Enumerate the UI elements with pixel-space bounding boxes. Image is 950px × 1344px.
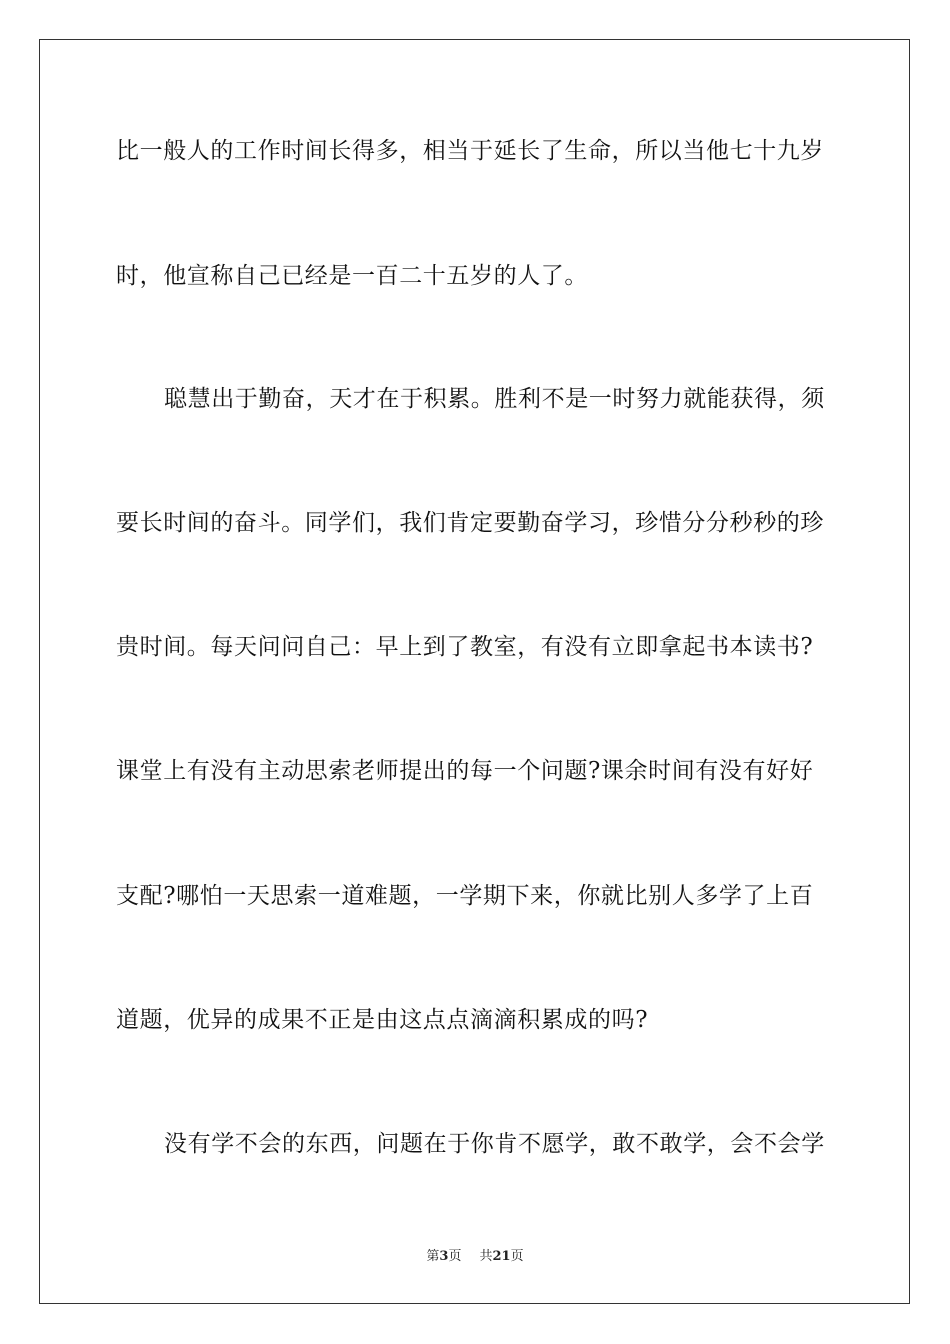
paragraph-first-line: 没有学不会的东西，问题在于你肯不愿学，敢不敢学，会不会学 — [164, 1131, 825, 1157]
body-line: 要长时间的奋斗。同学们，我们肯定要勤奋学习，珍惜分分秒秒的珍 — [116, 510, 824, 536]
body-line: 贵时间。每天问问自己：早上到了教室，有没有立即拿起书本读书? — [116, 634, 814, 660]
page-prefix: 第 — [426, 1249, 440, 1264]
page-number: 3 — [439, 1249, 449, 1264]
page-footer — [0, 1249, 950, 1265]
body-line: 时，他宣称自己已经是一百二十五岁的人了。 — [116, 263, 588, 289]
body-line: 道题，优异的成果不正是由这点点滴滴积累成的吗? — [116, 1007, 649, 1033]
body-line: 支配?哪怕一天思索一道难题，一学期下来，你就比别人多学了上百 — [116, 883, 814, 909]
body-line: 比一般人的工作时间长得多，相当于延长了生命，所以当他七十九岁 — [116, 138, 824, 164]
body-line: 课堂上有没有主动思索老师提出的每一个问题?课余时间有没有好好 — [116, 758, 814, 784]
paragraph-first-line: 聪慧出于勤奋，天才在于积累。胜利不是一时努力就能获得，须 — [164, 386, 825, 412]
total-prefix: 共 — [479, 1249, 493, 1264]
total-pages: 21 — [492, 1249, 511, 1264]
page-suffix: 页 — [448, 1249, 462, 1264]
page-border — [39, 39, 910, 1304]
total-suffix: 页 — [510, 1249, 524, 1264]
